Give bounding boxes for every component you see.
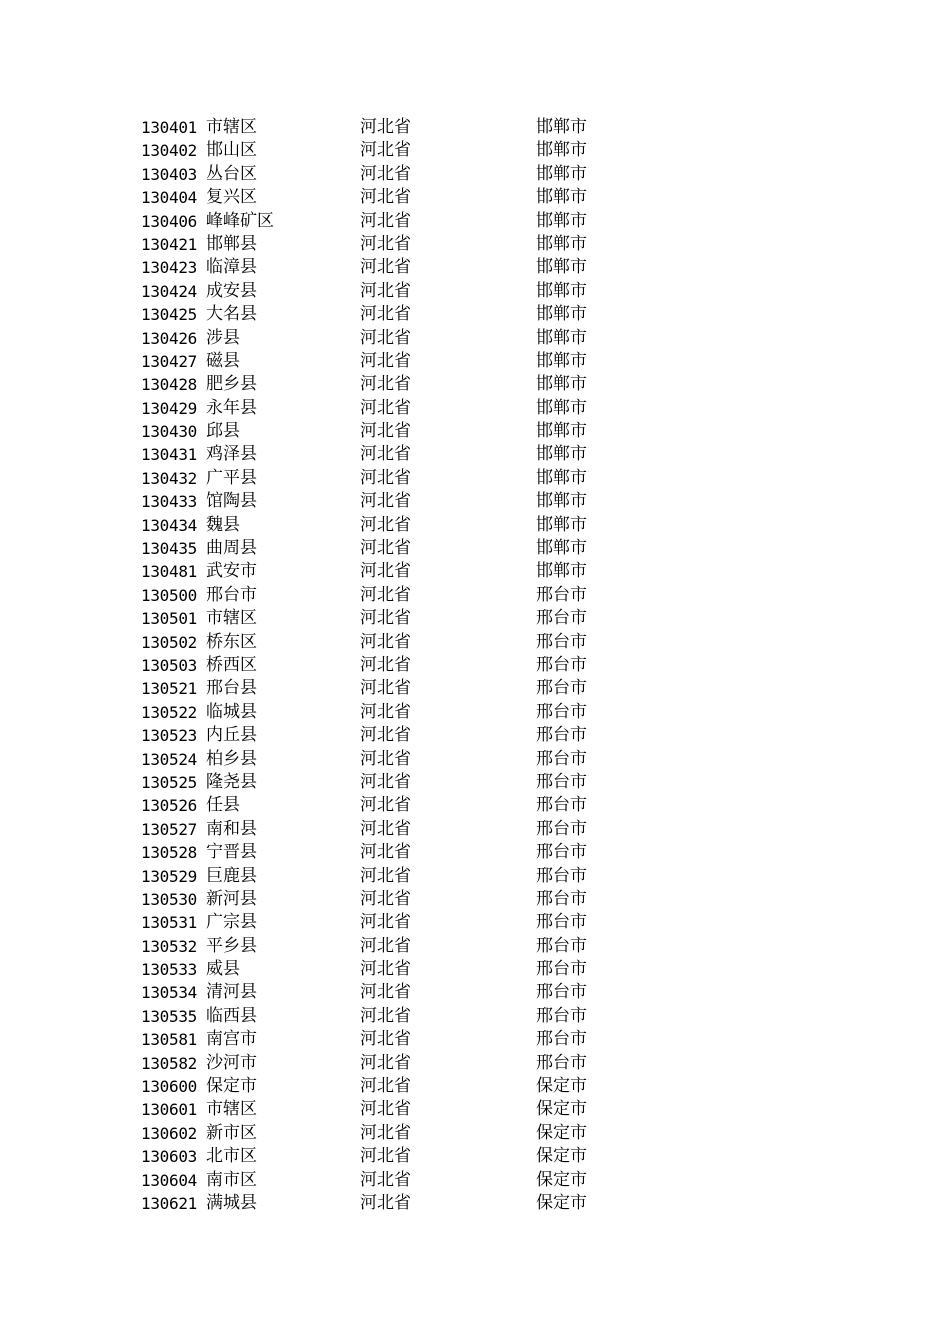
region-name-cell: 广平县 <box>206 467 257 488</box>
region-code-cell: 130434 <box>141 515 197 535</box>
region-name-cell: 宁晋县 <box>206 842 257 863</box>
city-cell: 邯郸市 <box>536 444 587 465</box>
province-cell: 河北省 <box>360 1029 411 1050</box>
province-cell: 河北省 <box>360 280 411 301</box>
city-cell: 邯郸市 <box>536 117 587 137</box>
region-name-cell: 市辖区 <box>206 117 257 137</box>
region-name-cell: 临城县 <box>206 701 257 722</box>
region-name-cell: 巨鹿县 <box>206 865 257 886</box>
region-name-cell: 临西县 <box>206 1005 257 1026</box>
province-cell: 河北省 <box>360 982 411 1003</box>
city-cell: 邢台市 <box>536 654 587 675</box>
city-cell: 保定市 <box>536 1076 587 1097</box>
city-cell: 邯郸市 <box>536 210 587 231</box>
city-cell: 邢台市 <box>536 818 587 839</box>
table-row <box>141 397 611 420</box>
city-cell: 邢台市 <box>536 912 587 933</box>
region-name-cell: 任县 <box>206 795 240 816</box>
region-name-cell: 保定市 <box>206 1076 257 1097</box>
region-code-cell: 130501 <box>141 609 197 629</box>
province-cell: 河北省 <box>360 912 411 933</box>
province-cell: 河北省 <box>360 631 411 652</box>
province-cell: 河北省 <box>360 678 411 699</box>
region-name-cell: 成安县 <box>206 280 257 301</box>
table-row <box>141 1145 611 1168</box>
region-code-cell: 130523 <box>141 726 197 746</box>
table-row <box>141 888 611 911</box>
region-name-cell: 鸡泽县 <box>206 444 257 465</box>
table-row <box>141 654 611 677</box>
province-cell: 河北省 <box>360 491 411 512</box>
region-name-cell: 磁县 <box>206 350 240 371</box>
region-code-cell: 130521 <box>141 679 197 699</box>
region-code-cell: 130428 <box>141 375 197 395</box>
region-name-cell: 丛台区 <box>206 163 257 184</box>
region-name-cell: 复兴区 <box>206 187 257 208</box>
region-code-cell: 130427 <box>141 351 197 371</box>
region-code-cell: 130426 <box>141 328 197 348</box>
province-cell: 河北省 <box>360 514 411 535</box>
province-cell: 河北省 <box>360 187 411 208</box>
table-row <box>141 443 611 466</box>
province-cell: 河北省 <box>360 1099 411 1120</box>
region-name-cell: 邯郸县 <box>206 233 257 254</box>
region-name-cell: 桥东区 <box>206 631 257 652</box>
region-code-cell: 130481 <box>141 562 197 582</box>
region-code-cell: 130601 <box>141 1100 197 1120</box>
province-cell: 河北省 <box>360 654 411 675</box>
city-cell: 邯郸市 <box>536 561 587 582</box>
table-row <box>141 350 611 373</box>
region-code-cell: 130524 <box>141 749 197 769</box>
table-row <box>141 116 611 139</box>
region-code-cell: 130602 <box>141 1123 197 1143</box>
region-code-cell: 130433 <box>141 492 197 512</box>
region-code-cell: 130526 <box>141 796 197 816</box>
table-row <box>141 537 611 560</box>
province-cell: 河北省 <box>360 374 411 395</box>
region-name-cell: 内丘县 <box>206 725 257 746</box>
table-row <box>141 303 611 326</box>
table-row <box>141 771 611 794</box>
region-code-cell: 130404 <box>141 188 197 208</box>
region-name-cell: 清河县 <box>206 982 257 1003</box>
province-cell: 河北省 <box>360 1192 411 1213</box>
region-code-cell: 130529 <box>141 866 197 886</box>
province-cell: 河北省 <box>360 117 411 137</box>
region-name-cell: 大名县 <box>206 304 257 325</box>
table-row <box>141 818 611 841</box>
province-cell: 河北省 <box>360 725 411 746</box>
region-name-cell: 曲周县 <box>206 538 257 559</box>
region-name-cell: 涉县 <box>206 327 240 348</box>
province-cell: 河北省 <box>360 327 411 348</box>
table-row <box>141 560 611 583</box>
region-code-cell: 130432 <box>141 468 197 488</box>
table-row <box>141 1005 611 1028</box>
region-name-cell: 肥乡县 <box>206 374 257 395</box>
table-row <box>141 420 611 443</box>
table-row <box>141 514 611 537</box>
city-cell: 邢台市 <box>536 748 587 769</box>
region-name-cell: 桥西区 <box>206 654 257 675</box>
city-cell: 邯郸市 <box>536 257 587 278</box>
region-code-cell: 130531 <box>141 913 197 933</box>
table-row <box>141 865 611 888</box>
region-code-cell: 130500 <box>141 585 197 605</box>
region-code-cell: 130406 <box>141 211 197 231</box>
region-code-cell: 130530 <box>141 889 197 909</box>
table-row <box>141 1028 611 1051</box>
table-row <box>141 584 611 607</box>
city-cell: 邢台市 <box>536 1005 587 1026</box>
city-cell: 邢台市 <box>536 795 587 816</box>
province-cell: 河北省 <box>360 865 411 886</box>
region-name-cell: 市辖区 <box>206 608 257 629</box>
table-row <box>141 210 611 233</box>
province-cell: 河北省 <box>360 959 411 980</box>
table-row <box>141 935 611 958</box>
region-code-cell: 130423 <box>141 258 197 278</box>
table-row <box>141 373 611 396</box>
table-row <box>141 794 611 817</box>
province-cell: 河北省 <box>360 1146 411 1167</box>
region-code-table <box>141 116 611 1215</box>
city-cell: 邯郸市 <box>536 304 587 325</box>
city-cell: 邢台市 <box>536 701 587 722</box>
province-cell: 河北省 <box>360 1076 411 1097</box>
region-code-cell: 130522 <box>141 702 197 722</box>
city-cell: 邯郸市 <box>536 233 587 254</box>
city-cell: 邢台市 <box>536 771 587 792</box>
province-cell: 河北省 <box>360 1052 411 1073</box>
table-row <box>141 1192 611 1215</box>
region-name-cell: 新河县 <box>206 888 257 909</box>
region-name-cell: 沙河市 <box>206 1052 257 1073</box>
city-cell: 邢台市 <box>536 935 587 956</box>
province-cell: 河北省 <box>360 421 411 442</box>
province-cell: 河北省 <box>360 163 411 184</box>
province-cell: 河北省 <box>360 842 411 863</box>
table-row <box>141 981 611 1004</box>
province-cell: 河北省 <box>360 561 411 582</box>
region-name-cell: 满城县 <box>206 1192 257 1213</box>
table-row <box>141 1075 611 1098</box>
city-cell: 邢台市 <box>536 842 587 863</box>
table-row <box>141 256 611 279</box>
city-cell: 邯郸市 <box>536 350 587 371</box>
region-code-cell: 130604 <box>141 1170 197 1190</box>
province-cell: 河北省 <box>360 1169 411 1190</box>
region-code-cell: 130533 <box>141 960 197 980</box>
province-cell: 河北省 <box>360 257 411 278</box>
province-cell: 河北省 <box>360 584 411 605</box>
table-row <box>141 607 611 630</box>
region-code-cell: 130403 <box>141 164 197 184</box>
region-code-cell: 130532 <box>141 936 197 956</box>
region-code-cell: 130424 <box>141 281 197 301</box>
city-cell: 邯郸市 <box>536 397 587 418</box>
region-name-cell: 邯山区 <box>206 140 257 161</box>
region-code-cell: 130503 <box>141 655 197 675</box>
region-code-cell: 130401 <box>141 118 197 137</box>
region-name-cell: 新市区 <box>206 1122 257 1143</box>
region-code-cell: 130435 <box>141 539 197 559</box>
table-row <box>141 748 611 771</box>
province-cell: 河北省 <box>360 210 411 231</box>
region-name-cell: 柏乡县 <box>206 748 257 769</box>
city-cell: 邯郸市 <box>536 467 587 488</box>
region-code-cell: 130535 <box>141 1006 197 1026</box>
city-cell: 邢台市 <box>536 584 587 605</box>
city-cell: 邯郸市 <box>536 140 587 161</box>
province-cell: 河北省 <box>360 701 411 722</box>
city-cell: 邢台市 <box>536 865 587 886</box>
table-row <box>141 911 611 934</box>
province-cell: 河北省 <box>360 304 411 325</box>
table-row <box>141 701 611 724</box>
city-cell: 保定市 <box>536 1146 587 1167</box>
table-row <box>141 1169 611 1192</box>
province-cell: 河北省 <box>360 818 411 839</box>
city-cell: 邯郸市 <box>536 491 587 512</box>
table-row <box>141 280 611 303</box>
city-cell: 邯郸市 <box>536 374 587 395</box>
region-name-cell: 威县 <box>206 959 240 980</box>
city-cell: 保定市 <box>536 1099 587 1120</box>
province-cell: 河北省 <box>360 538 411 559</box>
province-cell: 河北省 <box>360 467 411 488</box>
region-code-cell: 130603 <box>141 1147 197 1167</box>
region-name-cell: 邢台县 <box>206 678 257 699</box>
region-code-cell: 130430 <box>141 422 197 442</box>
province-cell: 河北省 <box>360 771 411 792</box>
city-cell: 邯郸市 <box>536 187 587 208</box>
region-name-cell: 峰峰矿区 <box>206 210 274 231</box>
table-row <box>141 841 611 864</box>
region-name-cell: 邱县 <box>206 421 240 442</box>
city-cell: 邢台市 <box>536 982 587 1003</box>
city-cell: 邢台市 <box>536 1052 587 1073</box>
region-name-cell: 永年县 <box>206 397 257 418</box>
region-code-cell: 130525 <box>141 772 197 792</box>
region-code-cell: 130502 <box>141 632 197 652</box>
region-code-cell: 130581 <box>141 1030 197 1050</box>
region-name-cell: 邢台市 <box>206 584 257 605</box>
city-cell: 邯郸市 <box>536 421 587 442</box>
city-cell: 邢台市 <box>536 725 587 746</box>
table-row <box>141 958 611 981</box>
region-code-cell: 130600 <box>141 1077 197 1097</box>
city-cell: 邢台市 <box>536 1029 587 1050</box>
region-name-cell: 魏县 <box>206 514 240 535</box>
table-row <box>141 327 611 350</box>
region-code-cell: 130621 <box>141 1193 197 1213</box>
table-row <box>141 724 611 747</box>
province-cell: 河北省 <box>360 608 411 629</box>
city-cell: 邢台市 <box>536 888 587 909</box>
province-cell: 河北省 <box>360 350 411 371</box>
province-cell: 河北省 <box>360 1122 411 1143</box>
region-name-cell: 南和县 <box>206 818 257 839</box>
table-row <box>141 163 611 186</box>
table-row <box>141 1052 611 1075</box>
province-cell: 河北省 <box>360 140 411 161</box>
table-row <box>141 139 611 162</box>
table-row <box>141 677 611 700</box>
region-code-cell: 130528 <box>141 843 197 863</box>
province-cell: 河北省 <box>360 1005 411 1026</box>
province-cell: 河北省 <box>360 233 411 254</box>
table-row <box>141 467 611 490</box>
region-name-cell: 隆尧县 <box>206 771 257 792</box>
region-code-cell: 130402 <box>141 141 197 161</box>
province-cell: 河北省 <box>360 935 411 956</box>
province-cell: 河北省 <box>360 888 411 909</box>
region-name-cell: 临漳县 <box>206 257 257 278</box>
table-row <box>141 1098 611 1121</box>
region-code-cell: 130527 <box>141 819 197 839</box>
table-row <box>141 186 611 209</box>
city-cell: 邯郸市 <box>536 163 587 184</box>
region-code-cell: 130582 <box>141 1053 197 1073</box>
city-cell: 保定市 <box>536 1122 587 1143</box>
city-cell: 邢台市 <box>536 608 587 629</box>
table-row <box>141 1122 611 1145</box>
region-code-cell: 130429 <box>141 398 197 418</box>
region-name-cell: 广宗县 <box>206 912 257 933</box>
city-cell: 邯郸市 <box>536 538 587 559</box>
region-name-cell: 市辖区 <box>206 1099 257 1120</box>
region-code-cell: 130431 <box>141 445 197 465</box>
region-code-cell: 130534 <box>141 983 197 1003</box>
city-cell: 邯郸市 <box>536 327 587 348</box>
region-name-cell: 北市区 <box>206 1146 257 1167</box>
table-row <box>141 631 611 654</box>
province-cell: 河北省 <box>360 795 411 816</box>
city-cell: 邯郸市 <box>536 280 587 301</box>
region-name-cell: 馆陶县 <box>206 491 257 512</box>
province-cell: 河北省 <box>360 397 411 418</box>
city-cell: 邢台市 <box>536 678 587 699</box>
city-cell: 保定市 <box>536 1192 587 1213</box>
region-name-cell: 平乡县 <box>206 935 257 956</box>
region-name-cell: 南宫市 <box>206 1029 257 1050</box>
region-code-cell: 130425 <box>141 305 197 325</box>
city-cell: 邢台市 <box>536 631 587 652</box>
city-cell: 邯郸市 <box>536 514 587 535</box>
province-cell: 河北省 <box>360 444 411 465</box>
table-row <box>141 490 611 513</box>
city-cell: 邢台市 <box>536 959 587 980</box>
region-name-cell: 武安市 <box>206 561 257 582</box>
city-cell: 保定市 <box>536 1169 587 1190</box>
province-cell: 河北省 <box>360 748 411 769</box>
table-row <box>141 233 611 256</box>
region-name-cell: 南市区 <box>206 1169 257 1190</box>
region-code-cell: 130421 <box>141 234 197 254</box>
